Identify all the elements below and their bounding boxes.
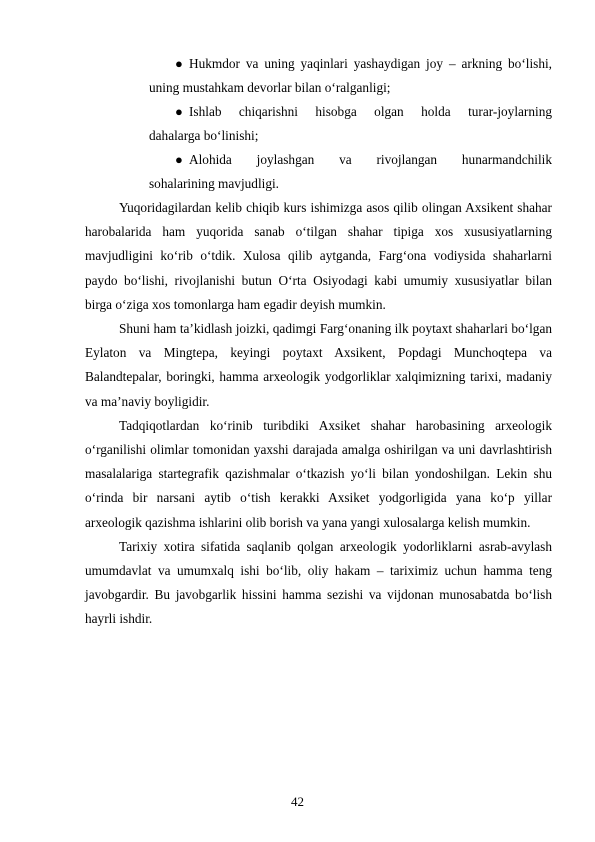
bullet-text-line1: Alohida joylashgan va rivojlangan hunarmandchilik <box>189 152 552 167</box>
bullet-item-1 <box>149 52 552 100</box>
bullet-text-line1: Hukmdor va uning yaqinlari yashaydigan joy – arkning bo‘lishi, <box>189 56 552 71</box>
bullet-icon: ● <box>175 56 183 71</box>
bullet-text-line2: dahalarga bo‘linishi; <box>149 128 259 143</box>
page-content <box>85 52 552 632</box>
page-number: 42 <box>291 794 304 809</box>
paragraph-conclusion: Yuqoridagilardan kelib chiqib kurs ishimizga asos qilib olingan Axsikent shahar harobalarida ham yuqorida sanab o‘tilgan shahar tipiga xos xususiyatlarning mavjudligini ko‘rib o‘tdik. Xulosa qilib aytganda, Farg‘ona vodiysida shaharlarni paydo bo‘lishi, rivojlanishi butun O‘rta Osiyodagi kabi umumiy xususiyatlar bilan birga o‘ziga xos tomonlarga ham egadir deyish mumkin. <box>85 200 552 312</box>
paragraph-research: Tadqiqotlardan ko‘rinib turibdiki Axsiket shahar harobasining arxeologik o‘rganilishi olimlar tomonidan yaxshi darajada amalga oshirilgan va uni davrlashtirish masalalariga startegrafik qazishmalar o‘tkazish yo‘li bilan yondoshilgan. Lekin shu o‘rinda bir narsani aytib o‘tish kerakki Axsiket yodgorligida yana ko‘p yillar arxeologik qazishma ishlarini olib borish va yana yangi xulosalarga kelish mumkin. <box>85 417 552 530</box>
bullet-icon: ● <box>175 152 183 167</box>
bullet-item-3 <box>149 148 552 196</box>
paragraph-heritage: Tarixiy xotira sifatida saqlanib qolgan arxeologik yodorliklarni asrab-avylash umumdavlat va umumxalq ishi bo‘lib, oliy hakam – tariximiz uchun hamma teng javobgardir. Bu javobgarlik hissini hamma sezishi va vijdonan munosabatda bo‘lish hayrli ishdir. <box>85 538 552 627</box>
paragraph-capitals: Shuni ham ta’kidlash joizki, qadimgi Farg‘onaning ilk poytaxt shaharlari bo‘lgan Eylaton va Mingtepa, keyingi poytaxt Axsikent, Popdagi Munchoqtepa va Balandtepalar, boringki, hamma arxeologik yodgorliklar xalqimizning tarixi, madaniy va ma’naviy boyligidir. <box>85 321 552 409</box>
bullet-text-line2: uning mustahkam devorlar bilan o‘ralganligi; <box>149 80 391 95</box>
bullet-item-2 <box>149 100 552 148</box>
bullet-text-line2: sohalarining mavjudligi. <box>149 176 279 191</box>
bullet-text-line1: Ishlab chiqarishni hisobga olgan holda turar-joylarning <box>189 104 552 119</box>
bullet-icon: ● <box>175 104 183 119</box>
